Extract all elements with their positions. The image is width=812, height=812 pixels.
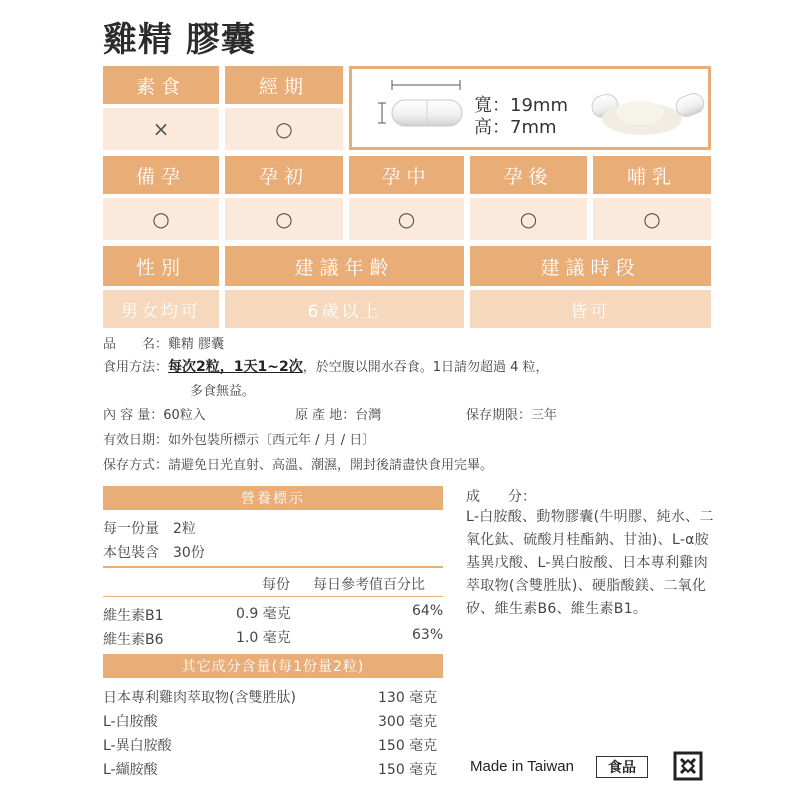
- nutrition-col-pct: 每日參考值百分比: [313, 577, 425, 593]
- header-late-pregnancy: 孕後: [470, 156, 587, 194]
- header-early-pregnancy: 孕初: [225, 156, 343, 194]
- info-shelf-life: 保存期限：三年: [466, 408, 558, 423]
- value-age: 6歲以上: [225, 290, 464, 328]
- header-vegetarian: 素食: [103, 66, 219, 104]
- other-row-amount: 150 毫克: [378, 762, 438, 778]
- nutrition-row-amount: 0.9 毫克: [236, 606, 291, 622]
- other-row-amount: 130 毫克: [378, 690, 438, 706]
- nutrition-row-amount: 1.0 毫克: [236, 630, 291, 646]
- other-row-amount: 300 毫克: [378, 714, 438, 730]
- other-row-name: L-纈胺酸: [103, 762, 158, 778]
- value-time: 皆可: [470, 290, 711, 328]
- header-pre-pregnancy: 備孕: [103, 156, 219, 194]
- other-row-name: L-異白胺酸: [103, 738, 172, 754]
- divider: [103, 566, 443, 568]
- header-breastfeeding: 哺乳: [593, 156, 711, 194]
- made-in-label: Made in Taiwan: [470, 758, 574, 775]
- info-storage: 保存方式：請避免日光直射、高溫、潮濕，開封後請盡快食用完畢。: [103, 458, 494, 473]
- other-row-name: L-白胺酸: [103, 714, 158, 730]
- nutrition-serving: 每一份量 2粒: [103, 521, 196, 537]
- header-time: 建議時段: [470, 246, 711, 286]
- header-mid-pregnancy: 孕中: [349, 156, 464, 194]
- other-row-name: 日本專利雞肉萃取物(含雙胜肽): [103, 690, 296, 706]
- ingredients-label: 成 分：: [466, 489, 536, 505]
- nutrition-row-pct: 63%: [412, 627, 444, 643]
- value-late-pregnancy: ○: [470, 198, 587, 240]
- value-early-pregnancy: ○: [225, 198, 343, 240]
- value-mid-pregnancy: ○: [349, 198, 464, 240]
- nutrition-row-pct: 64%: [412, 603, 444, 619]
- header-menstruation: 經期: [225, 66, 343, 104]
- value-gender: 男女均可: [103, 290, 219, 328]
- value-menstruation: ○: [225, 108, 343, 150]
- divider: [103, 596, 443, 597]
- capsule-size-box: [349, 66, 711, 150]
- ingredients-text: L-白胺酸、動物膠囊(牛明膠、純水、二氧化鈦、硫酸月桂酯鈉、甘油)、L-α胺基異戊酸、L-異白胺酸、日本專利雞肉萃取物(含雙胜肽)、硬脂酸鎂、二氧化矽、維生素B6、維生素B1。: [466, 509, 714, 617]
- page-title: 雞精 膠囊: [103, 20, 256, 60]
- food-category-badge: 食品: [596, 756, 648, 778]
- nutrition-header: 營養標示: [103, 486, 443, 510]
- value-pre-pregnancy: ○: [103, 198, 219, 240]
- header-age: 建議年齡: [225, 246, 464, 286]
- nutrition-col-per: 每份: [262, 577, 290, 593]
- header-gender: 性別: [103, 246, 219, 286]
- other-ingredients-header: 其它成分含量(每1份量2粒): [103, 654, 443, 678]
- nutrition-row-name: 維生素B1: [103, 608, 164, 624]
- nutrition-servings-per: 本包裝含 30份: [103, 545, 205, 561]
- info-expiry: 有效日期：如外包裝所標示〔西元年 / 月 / 日〕: [103, 433, 376, 448]
- value-vegetarian: ×: [103, 108, 219, 150]
- info-name: 品 名：雞精 膠囊: [103, 337, 225, 352]
- info-usage-line2: 多食無益。: [190, 384, 256, 399]
- nutrition-row-name: 維生素B6: [103, 632, 164, 648]
- recycle-icon: [672, 750, 704, 782]
- other-row-amount: 150 毫克: [378, 738, 438, 754]
- info-origin: 原 產 地：台灣: [295, 408, 382, 423]
- value-breastfeeding: ○: [593, 198, 711, 240]
- capsule-width: 寬：19mm: [474, 95, 568, 116]
- info-usage: 食用方法：每次2粒，1天1~2次，於空腹以開水吞食。1日請勿超過 4 粒，: [103, 359, 549, 375]
- info-content: 內 容 量：60粒入: [103, 408, 206, 423]
- capsule-height: 高：7mm: [474, 117, 557, 138]
